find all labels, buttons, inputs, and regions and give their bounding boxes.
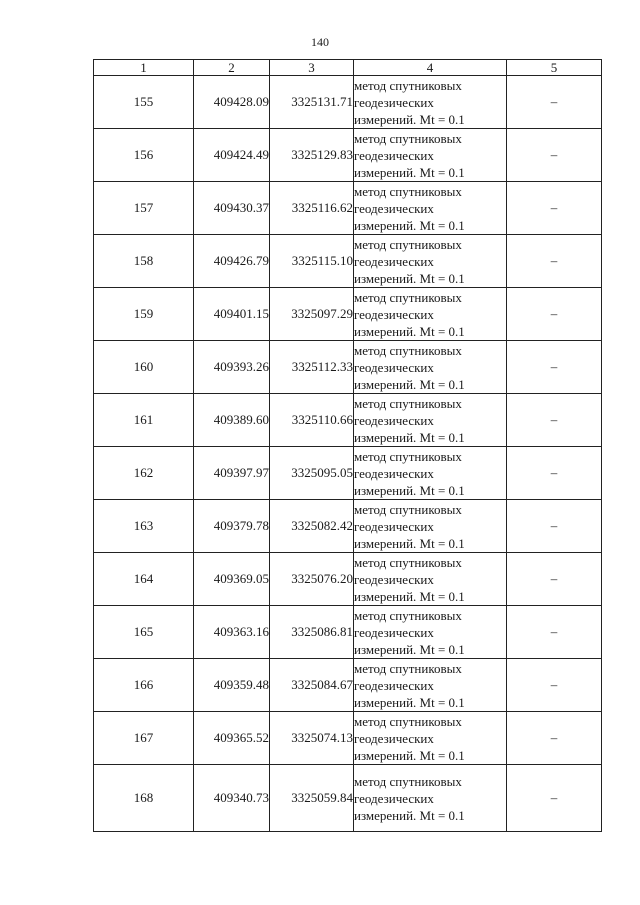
- coordinate-y: 3325116.62: [270, 182, 354, 235]
- method-cell: [354, 182, 507, 235]
- point-number: 155: [94, 76, 194, 129]
- coordinate-y: 3325074.13: [270, 712, 354, 765]
- method-line: метод спутниковых: [354, 607, 462, 623]
- method-cell: [354, 394, 507, 447]
- header-col-4: 4: [354, 60, 507, 76]
- method-line: метод спутниковых: [354, 448, 462, 464]
- point-number: 161: [94, 394, 194, 447]
- method-line: измерений. Mt = 0.1: [354, 482, 465, 498]
- method-cell: [354, 553, 507, 606]
- coordinate-x: 409401.15: [194, 288, 270, 341]
- coordinate-x: 409369.05: [194, 553, 270, 606]
- method-cell: [354, 606, 507, 659]
- note-cell: –: [507, 553, 602, 606]
- method-cell: [354, 447, 507, 500]
- method-line: метод спутниковых: [354, 660, 462, 676]
- coordinate-x: 409426.79: [194, 235, 270, 288]
- coordinate-x: 409397.97: [194, 447, 270, 500]
- table-row: [94, 235, 602, 288]
- method-line: геодезических: [354, 94, 434, 110]
- table-row: [94, 341, 602, 394]
- table-row: [94, 129, 602, 182]
- method-line: геодезических: [354, 624, 434, 640]
- note-cell: –: [507, 659, 602, 712]
- coordinate-x: 409430.37: [194, 182, 270, 235]
- note-cell: –: [507, 235, 602, 288]
- point-number: 160: [94, 341, 194, 394]
- method-cell: [354, 288, 507, 341]
- coordinate-y: 3325129.83: [270, 129, 354, 182]
- method-cell: [354, 76, 507, 129]
- method-line: измерений. Mt = 0.1: [354, 323, 465, 339]
- coordinate-y: 3325110.66: [270, 394, 354, 447]
- table-row: [94, 659, 602, 712]
- coordinate-x: 409363.16: [194, 606, 270, 659]
- method-line: геодезических: [354, 253, 434, 269]
- note-cell: –: [507, 129, 602, 182]
- note-cell: –: [507, 712, 602, 765]
- method-line: геодезических: [354, 571, 434, 587]
- point-number: 158: [94, 235, 194, 288]
- table-row: [94, 606, 602, 659]
- table-row: [94, 765, 602, 832]
- method-line: метод спутниковых: [354, 289, 462, 305]
- header-col-1: 1: [94, 60, 194, 76]
- method-cell: [354, 765, 507, 832]
- coordinate-y: 3325086.81: [270, 606, 354, 659]
- method-line: метод спутниковых: [354, 554, 462, 570]
- coordinate-x: 409428.09: [194, 76, 270, 129]
- point-number: 159: [94, 288, 194, 341]
- method-line: геодезических: [354, 730, 434, 746]
- method-cell: [354, 500, 507, 553]
- table-row: [94, 712, 602, 765]
- method-line: геодезических: [354, 677, 434, 693]
- method-line: геодезических: [354, 147, 434, 163]
- header-row: [94, 60, 602, 76]
- method-line: геодезических: [354, 359, 434, 375]
- coordinate-y: 3325097.29: [270, 288, 354, 341]
- method-line: геодезических: [354, 412, 434, 428]
- method-line: метод спутниковых: [354, 236, 462, 252]
- coordinate-y: 3325059.84: [270, 765, 354, 832]
- point-number: 156: [94, 129, 194, 182]
- method-cell: [354, 129, 507, 182]
- coordinates-table: [93, 59, 602, 832]
- table-header: [94, 60, 602, 76]
- method-cell: [354, 235, 507, 288]
- coordinate-x: 409365.52: [194, 712, 270, 765]
- note-cell: –: [507, 447, 602, 500]
- coordinate-y: 3325112.33: [270, 341, 354, 394]
- method-line: метод спутниковых: [354, 130, 462, 146]
- method-line: измерений. Mt = 0.1: [354, 535, 465, 551]
- point-number: 164: [94, 553, 194, 606]
- note-cell: –: [507, 765, 602, 832]
- table-row: [94, 394, 602, 447]
- note-cell: –: [507, 606, 602, 659]
- note-cell: –: [507, 341, 602, 394]
- point-number: 162: [94, 447, 194, 500]
- method-line: измерений. Mt = 0.1: [354, 747, 465, 763]
- coordinate-x: 409359.48: [194, 659, 270, 712]
- method-line: геодезических: [354, 306, 434, 322]
- coordinate-y: 3325076.20: [270, 553, 354, 606]
- note-cell: –: [507, 76, 602, 129]
- table-row: [94, 447, 602, 500]
- header-col-5: 5: [507, 60, 602, 76]
- point-number: 165: [94, 606, 194, 659]
- method-line: метод спутниковых: [354, 395, 462, 411]
- point-number: 166: [94, 659, 194, 712]
- point-number: 157: [94, 182, 194, 235]
- coordinate-x: 409340.73: [194, 765, 270, 832]
- note-cell: –: [507, 500, 602, 553]
- method-line: метод спутниковых: [354, 342, 462, 358]
- page-number: 140: [311, 35, 329, 49]
- point-number: 168: [94, 765, 194, 832]
- note-cell: –: [507, 288, 602, 341]
- method-line: геодезических: [354, 518, 434, 534]
- table-row: [94, 288, 602, 341]
- note-cell: –: [507, 182, 602, 235]
- method-line: измерений. Mt = 0.1: [354, 694, 465, 710]
- header-col-2: 2: [194, 60, 270, 76]
- method-line: геодезических: [354, 465, 434, 481]
- coordinate-x: 409393.26: [194, 341, 270, 394]
- method-line: измерений. Mt = 0.1: [354, 588, 465, 604]
- table-row: [94, 500, 602, 553]
- method-line: метод спутниковых: [354, 501, 462, 517]
- method-line: измерений. Mt = 0.1: [354, 641, 465, 657]
- note-cell: –: [507, 394, 602, 447]
- coordinate-x: 409424.49: [194, 129, 270, 182]
- coordinate-x: 409389.60: [194, 394, 270, 447]
- coordinate-y: 3325115.10: [270, 235, 354, 288]
- method-cell: [354, 712, 507, 765]
- method-line: метод спутниковых: [354, 183, 462, 199]
- table-row: [94, 76, 602, 129]
- method-line: измерений. Mt = 0.1: [354, 217, 465, 233]
- method-line: метод спутниковых: [354, 77, 462, 93]
- method-line: геодезических: [354, 790, 434, 806]
- point-number: 163: [94, 500, 194, 553]
- method-cell: [354, 659, 507, 712]
- method-line: измерений. Mt = 0.1: [354, 111, 465, 127]
- method-line: измерений. Mt = 0.1: [354, 429, 465, 445]
- coordinate-x: 409379.78: [194, 500, 270, 553]
- table-row: [94, 182, 602, 235]
- method-line: метод спутниковых: [354, 713, 462, 729]
- point-number: 167: [94, 712, 194, 765]
- method-line: метод спутниковых: [354, 773, 462, 789]
- coordinate-y: 3325082.42: [270, 500, 354, 553]
- coordinate-y: 3325084.67: [270, 659, 354, 712]
- method-line: геодезических: [354, 200, 434, 216]
- table-body: [94, 76, 602, 832]
- method-line: измерений. Mt = 0.1: [354, 164, 465, 180]
- method-line: измерений. Mt = 0.1: [354, 376, 465, 392]
- coordinate-y: 3325131.71: [270, 76, 354, 129]
- method-line: измерений. Mt = 0.1: [354, 270, 465, 286]
- table-row: [94, 553, 602, 606]
- coordinate-y: 3325095.05: [270, 447, 354, 500]
- method-cell: [354, 341, 507, 394]
- method-line: измерений. Mt = 0.1: [354, 807, 465, 823]
- header-col-3: 3: [270, 60, 354, 76]
